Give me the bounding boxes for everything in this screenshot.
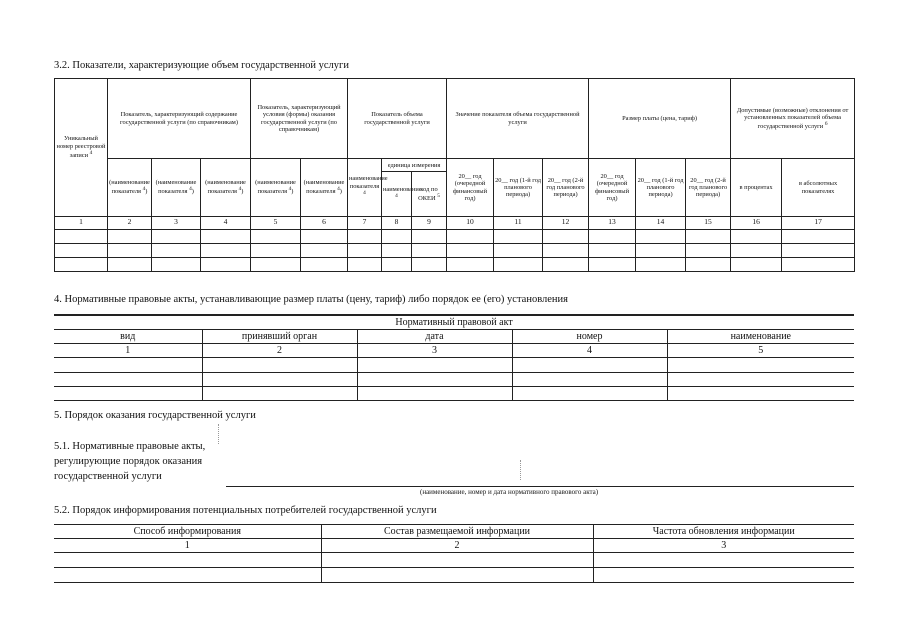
table-cell: [667, 386, 854, 400]
table-cell: [201, 257, 251, 271]
column-number: 17: [782, 216, 855, 229]
table-cell: [54, 568, 321, 583]
table-cell: [686, 229, 731, 243]
table-cell: [731, 229, 782, 243]
table-cell: [301, 229, 348, 243]
header-content-indicator: Показатель, характеризующий содержание государственной услуги (по справочникам): [108, 79, 251, 159]
header-year-1-fee: 20__ год (очередной финансовый год): [589, 159, 636, 216]
header-year-1-value: 20__ год (очередной финансовый год): [447, 159, 494, 216]
table-cell: [667, 372, 854, 386]
table-cell: [589, 257, 636, 271]
header-unique-number: Уникальный номер реестровой записи $^4$: [55, 79, 108, 217]
header-indicator-name-5: (наименование показателя $^4$): [301, 159, 348, 216]
table-cell: [152, 243, 201, 257]
column-number: 11: [494, 216, 543, 229]
table-cell: [667, 358, 854, 372]
table-cell: [589, 243, 636, 257]
header-deviation-absolute: в абсолютных показателях: [782, 159, 855, 216]
table-cell: [636, 257, 686, 271]
section-4-title: 4. Нормативные правовые акты, устанавливающие размер платы (цену, тариф) либо порядок ее (его) установления: [54, 294, 568, 305]
header-allowed-deviation: Допустимые (возможные) отклонения от установленных показателей объема государственной услуги $^6$: [731, 79, 855, 159]
header-year-3-value: 20__ год (2-й год планового периода): [543, 159, 589, 216]
header-year-2-value: 20__ год (1-й год планового периода): [494, 159, 543, 216]
table-cell: [782, 257, 855, 271]
table-cell: [731, 243, 782, 257]
table-cell: [412, 257, 447, 271]
table-cell: [686, 243, 731, 257]
column-number: 3: [357, 344, 512, 358]
fill-line-margin-mark: [520, 460, 521, 480]
section-5-2-title: 5.2. Порядок информирования потенциальных потребителей государственной услуги: [54, 505, 437, 516]
table-cell: [512, 358, 667, 372]
column-number: 6: [301, 216, 348, 229]
column-header: наименование: [667, 330, 854, 344]
header-unit-name: наименование $^4$: [382, 172, 412, 216]
table-cell: [686, 257, 731, 271]
column-header: номер: [512, 330, 667, 344]
header-unit-of-measure: единица измерения: [382, 159, 447, 172]
table-cell: [348, 257, 382, 271]
section-5-title: 5. Порядок оказания государственной услуги: [54, 410, 256, 421]
table-cell: [321, 568, 593, 583]
column-number: 7: [348, 216, 382, 229]
table-cell: [357, 372, 512, 386]
volume-indicators-table: [54, 78, 855, 272]
header-okei-code: код по ОКЕИ $^5$: [412, 172, 447, 216]
column-number: 8: [382, 216, 412, 229]
table-cell: [512, 386, 667, 400]
table-cell: [54, 553, 321, 568]
table-cell: [201, 243, 251, 257]
table-cell: [152, 229, 201, 243]
header-indicator-name-1: (наименование показателя $^4$): [108, 159, 152, 216]
column-number: 5: [251, 216, 301, 229]
header-volume-indicator: Показатель объема государственной услуги: [348, 79, 447, 159]
table-cell: [382, 243, 412, 257]
table-cell: [593, 553, 854, 568]
header-deviation-percent: в процентах: [731, 159, 782, 216]
header-volume-value: Значение показателя объема государственной услуги: [447, 79, 589, 159]
column-number: 2: [202, 344, 357, 358]
header-conditions-indicator: Показатель, характеризующий условия (формы) оказания государственной услуги (по справочникам): [251, 79, 348, 159]
table-cell: [348, 229, 382, 243]
table-cell: [202, 372, 357, 386]
table-cell: [201, 229, 251, 243]
table-cell: [348, 243, 382, 257]
header-fee-size: Размер платы (цена, тариф): [589, 79, 731, 159]
table-cell: [108, 257, 152, 271]
column-number: 9: [412, 216, 447, 229]
table-cell: [512, 372, 667, 386]
column-number: 2: [108, 216, 152, 229]
table-cell: [543, 257, 589, 271]
table-cell: [636, 243, 686, 257]
header-year-2-fee: 20__ год (1-й год планового периода): [636, 159, 686, 216]
table-cell: [55, 229, 108, 243]
column-number: 14: [636, 216, 686, 229]
header-indicator-name-4: (наименование показателя $^4$): [251, 159, 301, 216]
column-number: 2: [321, 539, 593, 553]
table-cell: [412, 243, 447, 257]
table-cell: [636, 229, 686, 243]
table-cell: [301, 243, 348, 257]
table-cell: [494, 257, 543, 271]
table-cell: [54, 386, 202, 400]
table-cell: [54, 372, 202, 386]
table-cell: [251, 229, 301, 243]
table-cell: [301, 257, 348, 271]
table-cell: [543, 229, 589, 243]
table-cell: [202, 386, 357, 400]
table-cell: [543, 243, 589, 257]
table-cell: [782, 243, 855, 257]
table-cell: [447, 257, 494, 271]
table-cell: [382, 229, 412, 243]
table-cell: [589, 229, 636, 243]
section-5-1-line-1: 5.1. Нормативные правовые акты,: [54, 441, 206, 452]
table-cell: [55, 257, 108, 271]
table-cell: [412, 229, 447, 243]
table-cell: [55, 243, 108, 257]
column-header: Частота обновления информации: [593, 525, 854, 539]
table-cell: [54, 358, 202, 372]
legal-act-fill-line: [226, 486, 854, 487]
column-header: вид: [54, 330, 202, 344]
column-number: 3: [593, 539, 854, 553]
column-header: дата: [357, 330, 512, 344]
table-cell: [447, 243, 494, 257]
section-5-margin-mark: [218, 424, 219, 444]
table-cell: [382, 257, 412, 271]
column-number: 10: [447, 216, 494, 229]
column-number: 1: [54, 344, 202, 358]
table-cell: [782, 229, 855, 243]
column-number: 13: [589, 216, 636, 229]
section-5-1-line-2: регулирующие порядок оказания: [54, 456, 203, 467]
informing-methods-table: [54, 524, 854, 583]
table-cell: [321, 553, 593, 568]
table-cell: [447, 229, 494, 243]
table-cell: [152, 257, 201, 271]
table-cell: [108, 243, 152, 257]
column-number: 15: [686, 216, 731, 229]
table-cell: [357, 358, 512, 372]
table-cell: [593, 568, 854, 583]
fee-legal-acts-table: [54, 315, 854, 401]
column-header: Способ информирования: [54, 525, 321, 539]
header-indicator-name-2: (наименование показателя $^4$): [152, 159, 201, 216]
table-cell: [494, 243, 543, 257]
table-cell: [202, 358, 357, 372]
table-cell: [251, 243, 301, 257]
header-volume-indicator-name: наименование показателя $^4$: [348, 159, 382, 216]
column-number: 4: [201, 216, 251, 229]
table-cell: [494, 229, 543, 243]
legal-act-fill-caption: (наименование, номер и дата нормативного правового акта): [420, 488, 599, 496]
table-cell: [357, 386, 512, 400]
column-number: 3: [152, 216, 201, 229]
column-number: 4: [512, 344, 667, 358]
section-5-1-line-3: государственной услуги: [54, 471, 162, 482]
column-header: Состав размещаемой информации: [321, 525, 593, 539]
header-year-3-fee: 20__ год (2-й год планового периода): [686, 159, 731, 216]
column-number: 1: [55, 216, 108, 229]
header-indicator-name-3: (наименование показателя $^4$): [201, 159, 251, 216]
table-cell: [731, 257, 782, 271]
legal-act-group-header: Нормативный правовой акт: [54, 316, 854, 330]
column-header: принявший орган: [202, 330, 357, 344]
column-number: 1: [54, 539, 321, 553]
column-number: 5: [667, 344, 854, 358]
column-number: 16: [731, 216, 782, 229]
table-cell: [251, 257, 301, 271]
table-cell: [108, 229, 152, 243]
column-number: 12: [543, 216, 589, 229]
section-3-2-title: 3.2. Показатели, характеризующие объем государственной услуги: [54, 60, 349, 71]
